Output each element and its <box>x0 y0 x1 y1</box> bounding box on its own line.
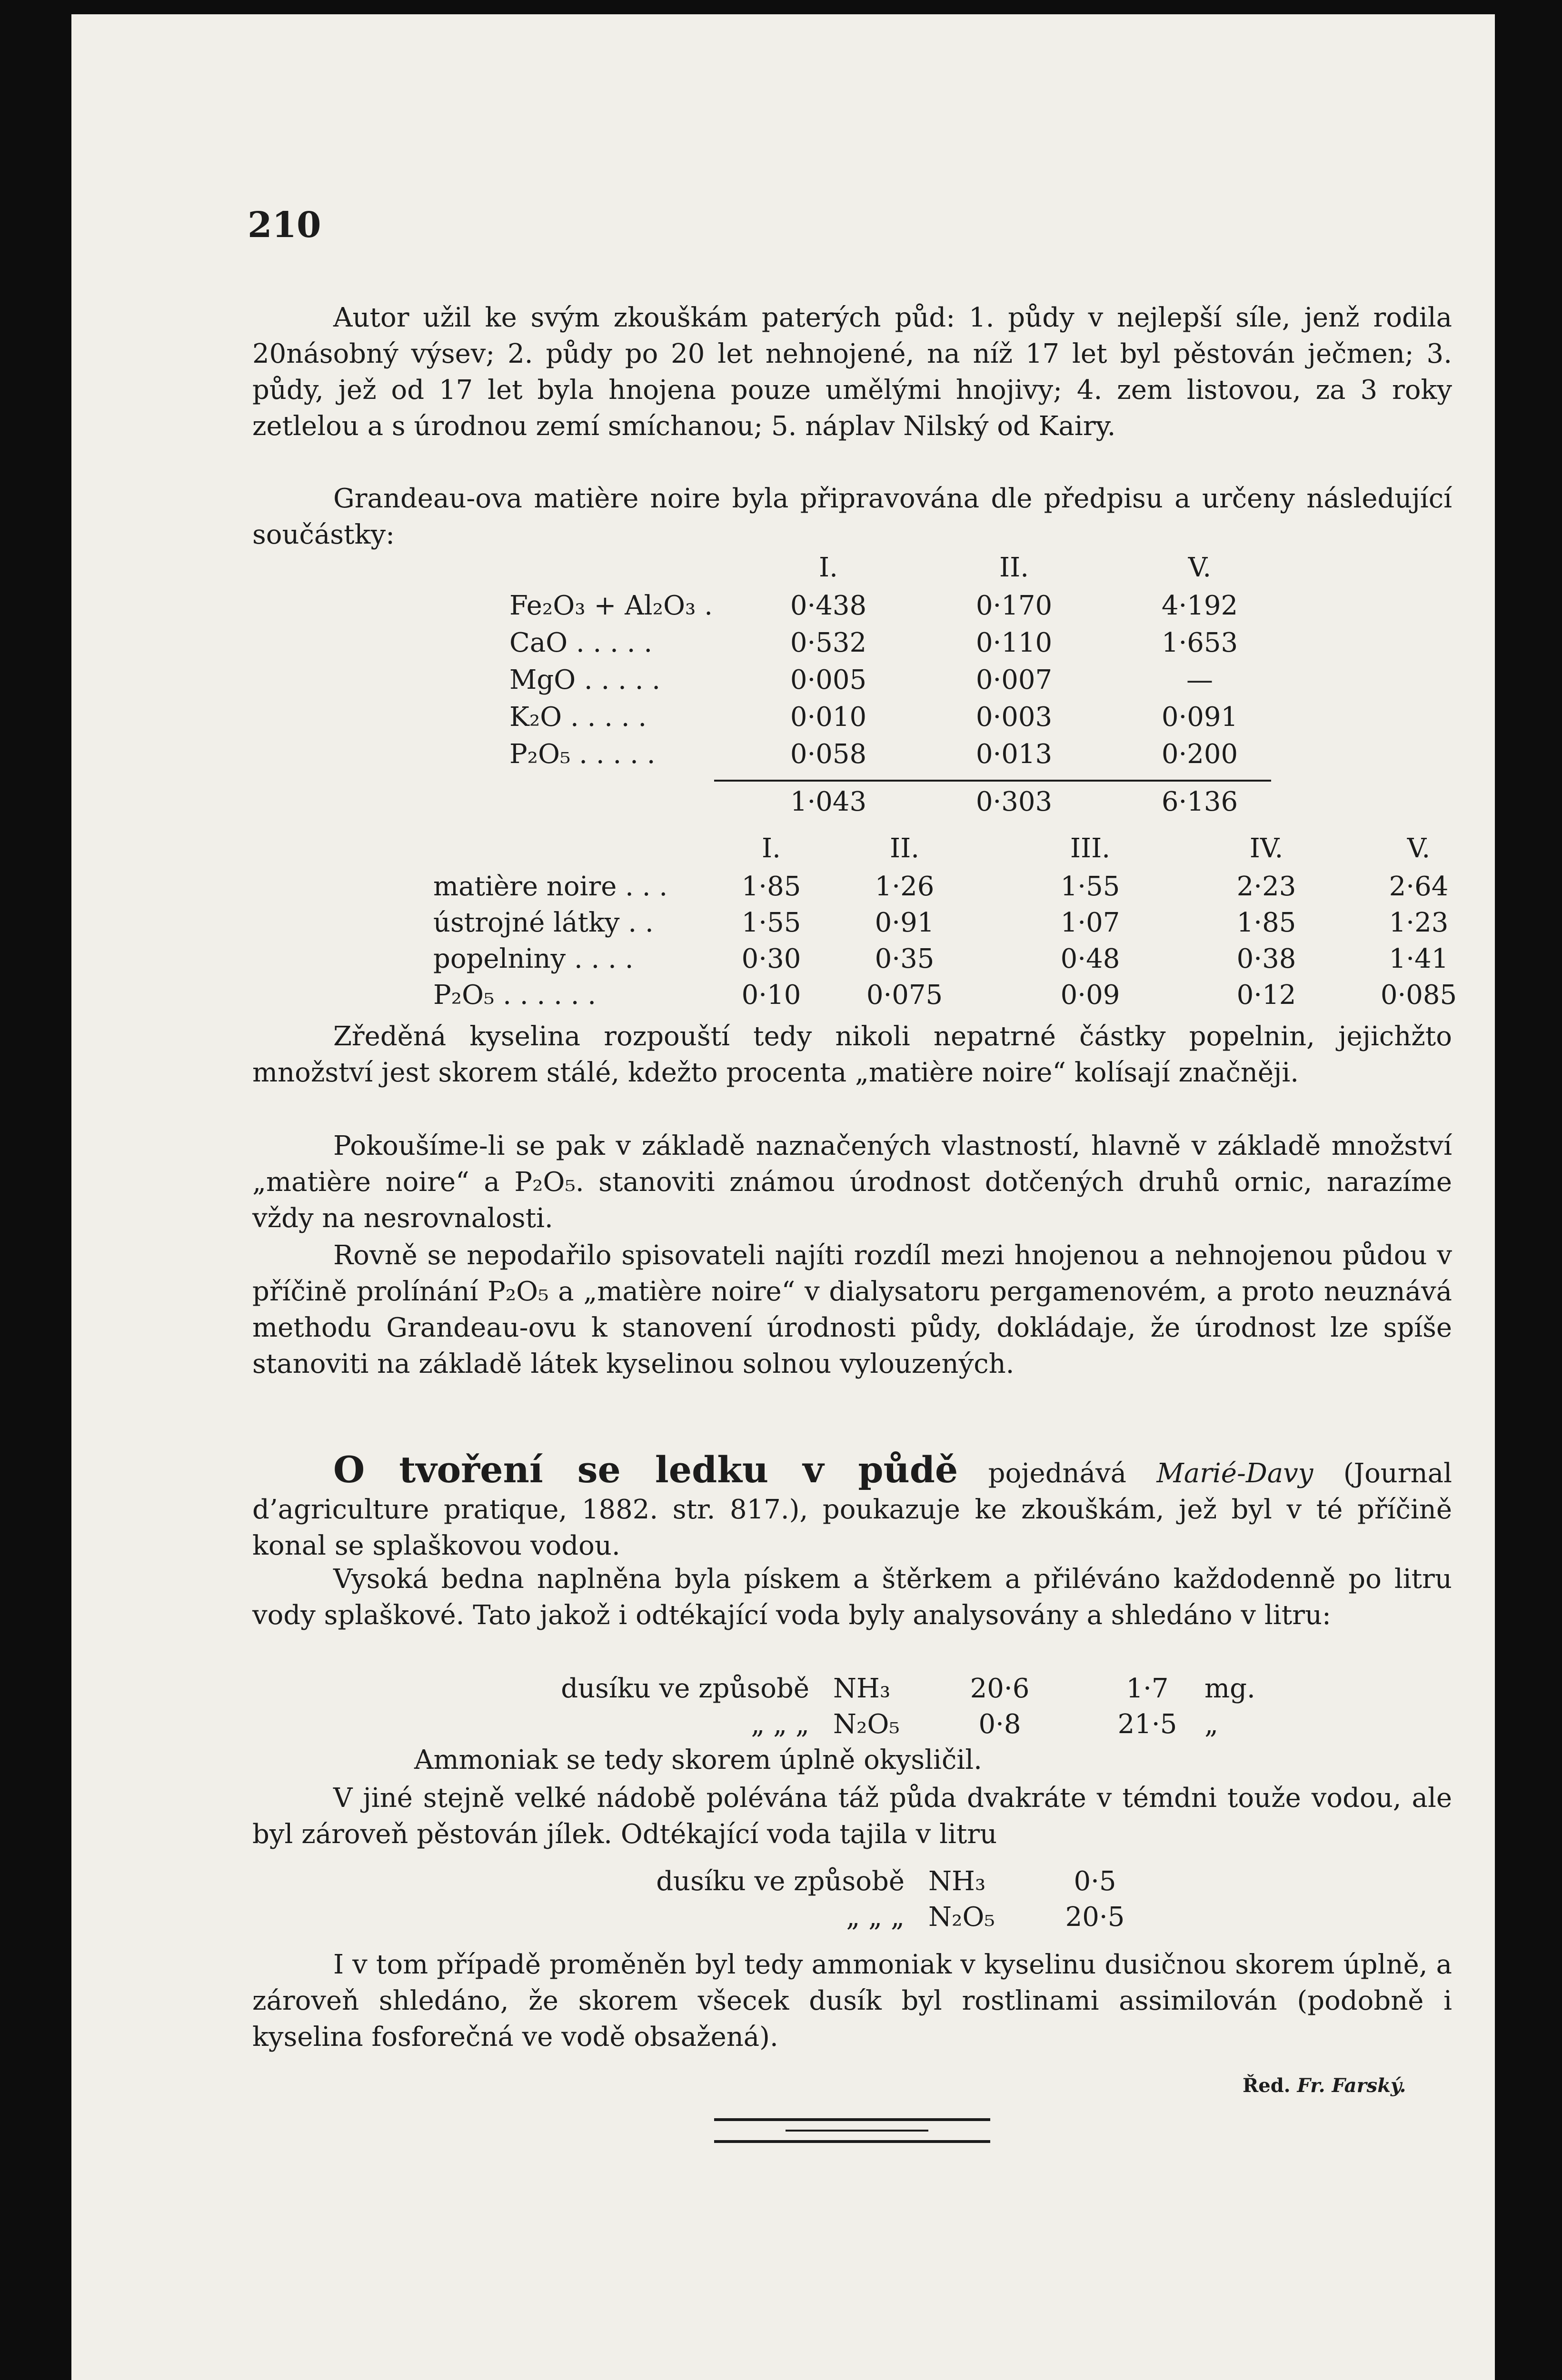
m2-value: 20·5 <box>1065 1902 1125 1933</box>
table1-cell: 0·003 <box>975 702 1053 733</box>
m1-label: „ „ „ <box>751 1709 809 1740</box>
table2-cell: 1·55 <box>741 907 801 938</box>
table2-header-4: IV. <box>1249 833 1283 864</box>
m1-unit: mg. <box>1204 1673 1255 1704</box>
editor-name: Fr. Farský. <box>1297 2074 1406 2097</box>
section2-p1-connector: pojednává <box>958 1458 1157 1489</box>
table2-cell: 2·23 <box>1236 871 1296 902</box>
body-paragraph-4: Pokoušíme-li se pak v základě naznačených vlastností, hlavně v základě množství „matière noire“ a P₂O₅. stanoviti známou úrodnost dotčených druhů ornic, narazíme vždy na nesrovnalosti. <box>252 1130 1452 1234</box>
table1-header-2: II. <box>999 552 1029 583</box>
table2-cell: 1·41 <box>1389 943 1449 974</box>
m1-value-a: 20·6 <box>970 1673 1030 1704</box>
intro-paragraph-2: Grandeau-ova matière noire byla připravována dle předpisu a určeny následující součástky: <box>252 483 1452 550</box>
table2-cell: 0·91 <box>875 907 935 938</box>
m1-value-b: 1·7 <box>1126 1673 1169 1704</box>
table2-cell: 0·30 <box>741 943 801 974</box>
table2-cell: 0·12 <box>1236 980 1296 1011</box>
section2-paragraph-3: Ammoniak se tedy skorem úplně okysličil. <box>414 1745 982 1775</box>
table2-cell: 1·23 <box>1389 907 1449 938</box>
m1-value-a: 0·8 <box>978 1709 1021 1740</box>
end-rule-bottom <box>714 2140 990 2143</box>
m2-value: 0·5 <box>1074 1866 1116 1897</box>
table2-header-3: III. <box>1070 833 1111 864</box>
m1-symbol: NH₃ <box>833 1673 891 1704</box>
table1-label-mgo: MgO . . . . . <box>509 664 661 695</box>
table2-header-2: II. <box>889 833 920 864</box>
m1-label: dusíku ve způsobě <box>561 1673 809 1704</box>
table2-cell: 1·85 <box>741 871 801 902</box>
table1-header-1: I. <box>819 552 838 583</box>
section2-paragraph-1 <box>252 1448 1452 1564</box>
table1-cell: 0·010 <box>790 702 867 733</box>
table2-label-p2o5: P₂O₅ . . . . . . <box>433 980 597 1011</box>
table1-label-k2o: K₂O . . . . . <box>509 702 647 733</box>
section2-title: O tvoření se ledku v půdě <box>333 1448 958 1491</box>
table1-total: 0·303 <box>975 786 1053 817</box>
table2-cell: 0·10 <box>741 980 801 1011</box>
table1-cell: 0·013 <box>975 739 1053 770</box>
table2-label-ustrojne-latky: ústrojné látky . . <box>433 907 654 938</box>
table1-header-3: V. <box>1188 552 1212 583</box>
body-paragraph-3: Zředěná kyselina rozpouští tedy nikoli nepatrné částky popelnin, jejichžto množství jest skorem stálé, kdežto procenta „matière noire“ kolísají značněji. <box>252 1021 1452 1088</box>
editor-signature <box>1243 2074 1406 2097</box>
table2-header-5: V. <box>1407 833 1431 864</box>
table1-cell: 0·058 <box>790 739 867 770</box>
m1-symbol: N₂O₅ <box>833 1709 900 1740</box>
editor-prefix: Řed. <box>1243 2074 1297 2097</box>
table2-cell: 0·48 <box>1060 943 1120 974</box>
end-rule-middle <box>786 2130 928 2132</box>
m1-unit: „ <box>1204 1709 1219 1740</box>
table1-cell: 0·091 <box>1161 702 1238 733</box>
table2-header-1: I. <box>762 833 781 864</box>
table2-label-matiere-noire: matière noire . . . <box>433 871 668 902</box>
table1-cell: 1·653 <box>1161 627 1238 658</box>
table2-label-popelniny: popelniny . . . . <box>433 943 634 974</box>
table1-cell: 0·110 <box>975 627 1053 658</box>
m2-label: „ „ „ <box>846 1902 905 1933</box>
m2-label: dusíku ve způsobě <box>656 1866 905 1897</box>
table1-cell: 0·170 <box>975 590 1053 621</box>
intro-paragraph-1: Autor užil ke svým zkouškám paterých půd: 1. půdy v nejlepší síle, jenž rodila 20násobný výsev; 2. půdy po 20 let nehnojené, na níž 17 let byl pěstován ječmen; 3. půdy, jež od 17 let byla hnojena pouze umělými hnojivy; 4. zem listovou, za 3 roky zetlelou a s úrodnou zemí smíchanou; 5. náplav Nilský od Kairy. <box>252 302 1452 442</box>
section2-p1-rest: (Journal d’agriculture pratique, 1882. str. 817.), poukazuje ke zkouškám, jež byl v té příčině konal se splaškovou vodou. <box>252 1458 1452 1561</box>
table2-cell: 2·64 <box>1389 871 1449 902</box>
table2-cell: 0·38 <box>1236 943 1296 974</box>
section2-paragraph-5: I v tom případě proměněn byl tedy ammoniak v kyselinu dusičnou skorem úplně, a zároveň shledáno, že skorem všecek dusík byl rostlinami assimilován (podobně i kyselina fosforečná ve vodě obsažená). <box>252 1949 1452 2053</box>
table2-cell: 1·85 <box>1236 907 1296 938</box>
table2-cell: 0·085 <box>1380 980 1457 1011</box>
table1-cell: 4·192 <box>1161 590 1238 621</box>
table1-label-p2o5: P₂O₅ . . . . . <box>509 739 656 770</box>
table1-label-fe2o3-al2o3: Fe₂O₃ + Al₂O₃ . <box>509 590 713 621</box>
section2-author: Marié-Davy <box>1156 1458 1313 1489</box>
table1-cell: 0·007 <box>975 664 1053 695</box>
table1-cell: 0·532 <box>790 627 867 658</box>
table2-cell: 0·075 <box>866 980 943 1011</box>
table1-cell: 0·438 <box>790 590 867 621</box>
page-number: 210 <box>248 205 321 246</box>
table1-cell: 0·005 <box>790 664 867 695</box>
table1-cell: — <box>1186 664 1213 695</box>
table2-cell: 0·09 <box>1060 980 1120 1011</box>
page-sheet <box>71 14 1495 2380</box>
table1-total: 6·136 <box>1161 786 1238 817</box>
table1-label-cao: CaO . . . . . <box>509 627 653 658</box>
table2-cell: 1·26 <box>875 871 935 902</box>
table1-sum-rule <box>714 780 1271 782</box>
section2-paragraph-2: Vysoká bedna naplněna byla pískem a štěrkem a přiléváno každodenně po litru vody splaškové. Tato jakož i odtékající voda byly analysovány a shledáno v litru: <box>252 1564 1452 1631</box>
m2-symbol: N₂O₅ <box>928 1902 995 1933</box>
section2-paragraph-4: V jiné stejně velké nádobě polévána táž půda dvakráte v témdni touže vodou, ale byl zároveň pěstován jílek. Odtékající voda tajila v litru <box>252 1783 1452 1850</box>
m2-symbol: NH₃ <box>928 1866 986 1897</box>
body-paragraph-5: Rovně se nepodařilo spisovateli najíti rozdíl mezi hnojenou a nehnojenou půdou v příčině prolínání P₂O₅ a „matière noire“ v dialysatoru pergamenovém, a proto neuznává methodu Grandeau-ovu k stanovení úrodnosti půdy, dokládaje, že úrodnost lze spíše stanoviti na základě látek kyselinou solnou vylouzených. <box>252 1240 1452 1379</box>
table2-cell: 1·55 <box>1060 871 1120 902</box>
table1-cell: 0·200 <box>1161 739 1238 770</box>
table2-cell: 1·07 <box>1060 907 1120 938</box>
table2-cell: 0·35 <box>875 943 935 974</box>
m1-value-b: 21·5 <box>1117 1709 1177 1740</box>
end-rule-top <box>714 2118 990 2121</box>
table1-total: 1·043 <box>790 786 867 817</box>
